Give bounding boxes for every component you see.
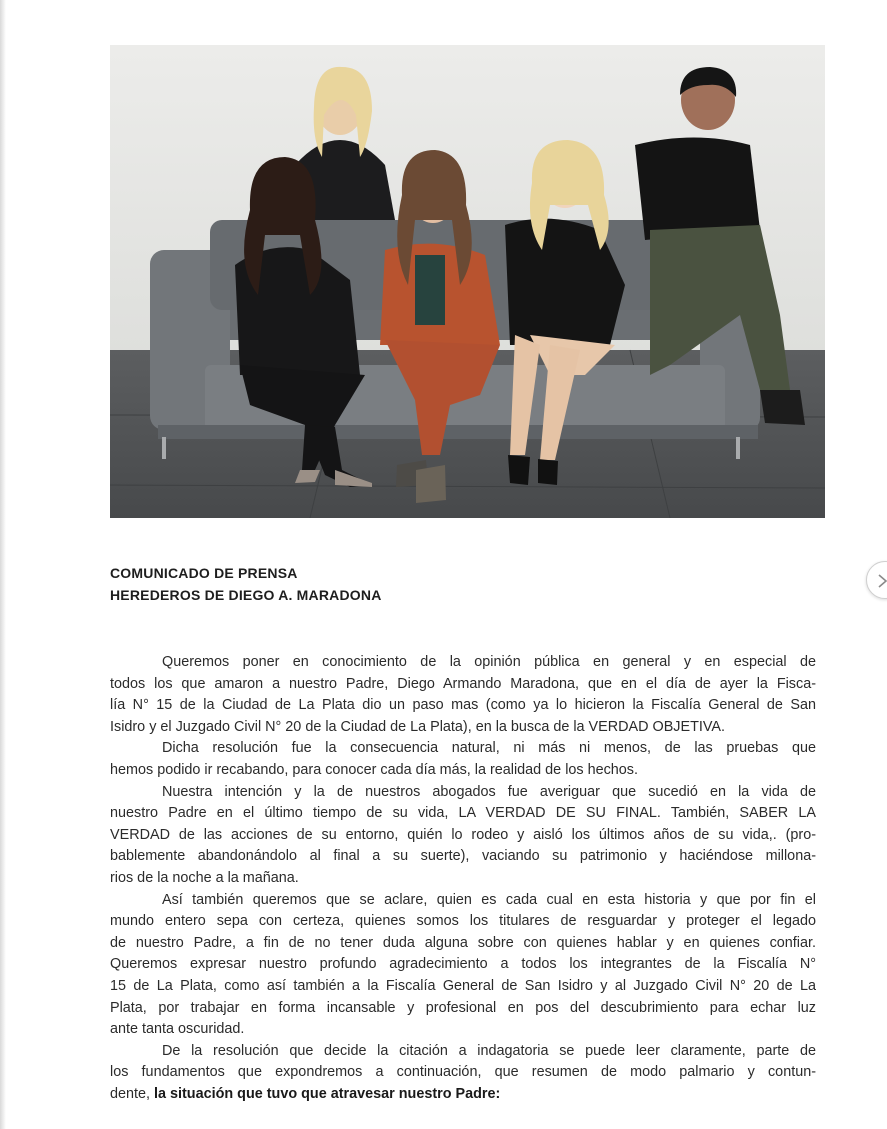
body-line: de nuestro Padre, a fin de no tener duda alguna sobre con quienes hablar y en quienes confiar. bbox=[110, 934, 816, 951]
press-release-subtitle: HEREDEROS DE DIEGO A. MARADONA bbox=[110, 587, 382, 603]
next-slide-button[interactable] bbox=[866, 561, 887, 599]
body-line: hemos podido ir recabando, para conocer cada día más, la realidad de los hechos. bbox=[110, 761, 638, 778]
body-line: bablemente abandonándolo al final a su suerte), vaciando su patrimonio y haciéndose millona- bbox=[110, 848, 816, 865]
group-photo bbox=[110, 45, 825, 518]
body-line-start: dente, bbox=[110, 1085, 155, 1102]
body-line: 15 de La Plata, como así también a la Fiscalía General de San Isidro y al Juzgado Civil N° 20 de La bbox=[110, 977, 816, 994]
body-line: Así también queremos que se aclare, quien es cada cual en esta historia y que por fin el bbox=[162, 891, 816, 908]
body-line: mundo entero sepa con certeza, quienes somos los titulares de resguardar y proteger el legado bbox=[110, 913, 816, 930]
press-release-body bbox=[110, 652, 816, 1105]
body-line: Isidro y el Juzgado Civil N° 20 de la Ciudad de La Plata), en la busca de la VERDAD OBJETIVA. bbox=[110, 718, 725, 735]
body-line: rios de la noche a la mañana. bbox=[110, 869, 299, 886]
body-line: Dicha resolución fue la consecuencia natural, ni más ni menos, de las pruebas que bbox=[162, 740, 816, 757]
chevron-right-icon bbox=[876, 573, 887, 589]
body-line: todos los que amaron a nuestro Padre, Diego Armando Maradona, que en el día de ayer la Fisca- bbox=[110, 675, 816, 692]
body-line-final bbox=[110, 1084, 816, 1106]
body-line: De la resolución que decide la citación a indagatoria se puede leer claramente, parte de bbox=[162, 1042, 816, 1059]
group-photo-illustration bbox=[110, 45, 825, 518]
body-line: Queremos poner en conocimiento de la opinión pública en general y en especial de bbox=[162, 654, 816, 670]
body-line: Plata, por trabajar en forma incansable y profesional en pos del descubrimiento para echar luz bbox=[110, 999, 816, 1016]
body-line: nuestro Padre en el último tiempo de su vida, LA VERDAD DE SU FINAL. También, SABER LA bbox=[110, 805, 816, 822]
page-edge-shadow bbox=[0, 0, 6, 1129]
body-line: Nuestra intención y la de nuestros abogados fue averiguar que sucedió en la vida de bbox=[162, 783, 816, 800]
body-line: Queremos expresar nuestro profundo agradecimiento a todos los integrantes de la Fiscalía N° bbox=[110, 956, 816, 973]
body-line: VERDAD de las acciones de su entorno, quién lo rodeo y aisló los últimos años de su vida,. (pro- bbox=[110, 826, 816, 843]
body-line: los fundamentos que expondremos a continuación, que resumen de modo palmario y contun- bbox=[110, 1064, 816, 1081]
press-release-title: COMUNICADO DE PRENSA bbox=[110, 565, 298, 581]
bold-conclusion: la situación que tuvo que atravesar nuestro Padre: bbox=[154, 1085, 501, 1102]
body-line: lía N° 15 de la Ciudad de La Plata dio un paso mas (como ya lo hicieron la Fiscalía General de San bbox=[110, 697, 816, 714]
body-line: ante tanta oscuridad. bbox=[110, 1021, 245, 1038]
